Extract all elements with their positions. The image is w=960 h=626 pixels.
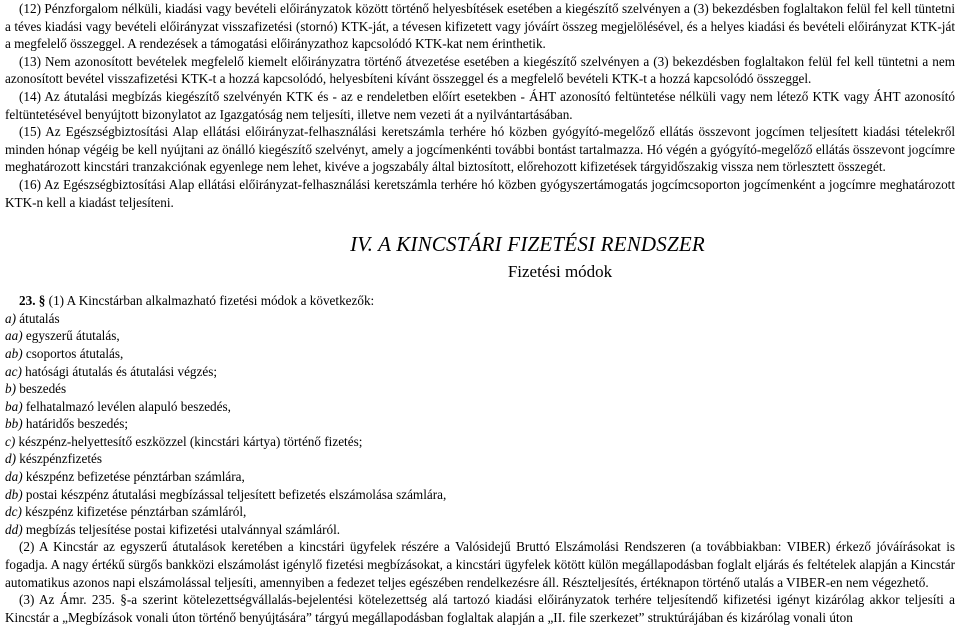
section-title: IV. A KINCSTÁRI FIZETÉSI RENDSZER: [350, 232, 705, 257]
list-item: c) készpénz-helyettesítő eszközzel (kincstári kártya) történő fizetés;: [5, 433, 363, 449]
paragraph-2: (2) A Kincstár az egyszerű átutalások keretében a kincstári ügyfelek részére a Valósidejű Bruttó Elszámolási Rendszeren (a továbbiakban: VIBER) érkező jóváírásokat is fogadja. A nagy értékű sürgős bankközi elszámolást igénylő fizetési megbízásokat, a kincstári ügyfelek kötött külön megállapodásban foglalt eljárás és feltételek alapján a Kincstár automatikus azonos napi elszámolással teljesíti, amennyiben a fedezet teljes egészében rendelkezésre áll. Részteljesítés, értéknapon történő utalás a VIBER-en nem végezhető.: [5, 539, 955, 590]
list-item: ba) felhatalmazó levélen alapuló beszedés,: [5, 398, 231, 414]
list-item: da) készpénz befizetése pénztárban számlára,: [5, 469, 245, 485]
list-item: dd) megbízás teljesítése postai kifizetési utalvánnyal számláról.: [5, 521, 341, 537]
article-intro: (1) A Kincstárban alkalmazható fizetési módok a következők:: [48, 293, 375, 309]
paragraph-15: (15) Az Egészségbiztosítási Alap ellátási előirányzat-felhasználási keretszámla terhére hó közben gyógyító-megelőző ellátás összevont jogcímen teljesített kiadási tételekről minden hónap végéig be kell nyújtani az önálló kiegészítő szelvényt, amely a jogcímenkénti további bontást tartalmazza. Hó végén a gyógyító-megelőző ellátás összevont jogcímre meghatározott kincstári tranzakciónak egyenlege nem lehet, kivéve a jogszabály által biztosított, előrehozott kifizetések tárgyidőszakig vissza nem törlesztett összegét.: [5, 124, 955, 175]
paragraph-14: (14) Az átutalási megbízás kiegészítő szelvényén KTK és - az e rendeletben előírt esetekben - ÁHT azonosító feltüntetése nélküli vagy nem létező KTK vagy ÁHT azonosító feltüntetésével benyújtott bizonylatot az Igazgatóság nem teljesíti, illetve nem vezeti át a nyilvántartásában.: [5, 88, 955, 122]
paragraph-3: (3) Az Ámr. 235. §-a szerint kötelezettségvállalás-bejelentési kötelezettség alá tartozó kiadási előirányzatok terhére teljesítendő kifizetési igényt kizárólag akkor teljesíti a Kincstár a „Megbízások vonali úton történő benyújtására” tárgyú megállapodásban foglaltak alapján a „II. file szerkezet” struktúrájában és kizárólag vonali úton: [5, 592, 955, 625]
list-item: d) készpénzfizetés: [5, 451, 103, 467]
list-item: bb) határidős beszedés;: [5, 416, 129, 432]
article-23: [5, 292, 955, 538]
article-intro-line: [5, 292, 955, 310]
paragraph-12: (12) Pénzforgalom nélküli, kiadási vagy bevételi előirányzatok között történő helyesbítések esetében a kiegészítő szelvényen a (3) bekezdésben foglaltakon felül fel kell tüntetni a téves kiadási vagy bevételi előirányzat visszafizetési (stornó) KTK-ját, a tévesen kifizetett vagy jóváírt összeg megjelölésével, és a helyes kiadási és bevételi előirányzat KTK-ját a megfelelő összeggel. A rendezések a támogatási előirányzathoz kapcsolódó KTK-kat nem érinthetik.: [5, 1, 955, 52]
bottom-paragraphs: [5, 538, 955, 626]
list-item: ac) hatósági átutalás és átutalási végzés;: [5, 363, 218, 379]
article-number: 23. §: [19, 293, 46, 309]
list-item: db) postai készpénz átutalási megbízással teljesített befizetés elszámolása számlára,: [5, 486, 447, 502]
list-item: ab) csoportos átutalás,: [5, 345, 124, 361]
list-item: aa) egyszerű átutalás,: [5, 328, 120, 344]
list-item: b) beszedés: [5, 381, 67, 397]
section-subtitle: Fizetési módok: [507, 262, 613, 282]
paragraph-13: (13) Nem azonosított bevételek megfelelő kiemelt előirányzatra történő átvezetése esetében a kiegészítő szelvényen a (3) bekezdésben foglaltakon felül fel kell tüntetni a nem azonosított bevétel visszafizetési KTK-t a hozzá kapcsolódó, helyesbíteni kívánt összeggel és a megfelelő bevételi KTK-t a hozzá kapcsolódó összeggel.: [5, 53, 955, 87]
list-item: dc) készpénz kifizetése pénztárban számláról,: [5, 504, 247, 520]
paragraph-16: (16) Az Egészségbiztosítási Alap ellátási előirányzat-felhasználási keretszámla terhére hó közben gyógyszertámogatás jogcímcsoporton jogcímenként a jogcímre meghatározott KTK-n kell a kiadást teljesíteni.: [5, 176, 955, 210]
top-paragraphs: [5, 0, 955, 211]
list-item: a) átutalás: [5, 310, 60, 326]
